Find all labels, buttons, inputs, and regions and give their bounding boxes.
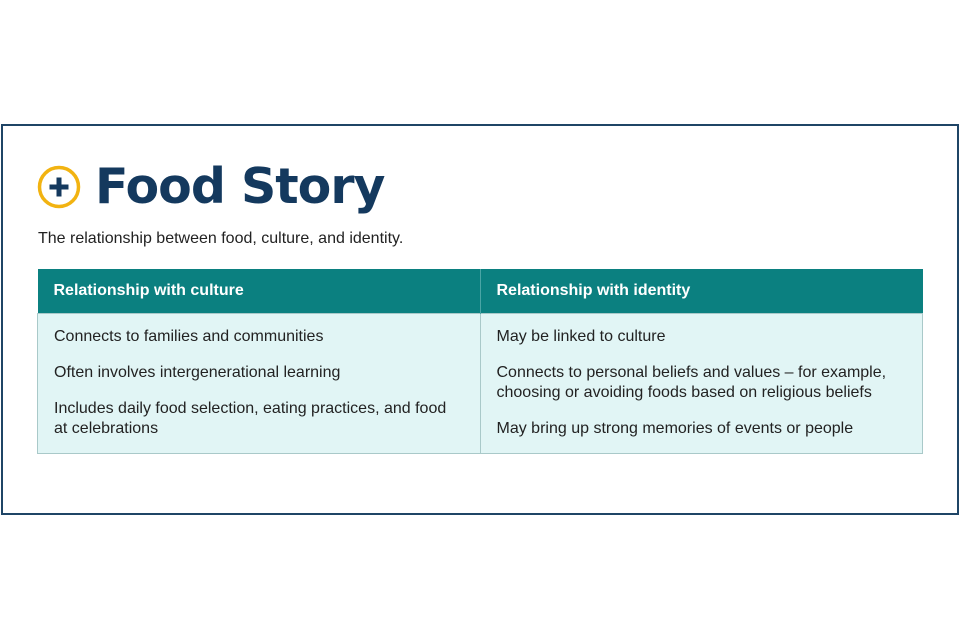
list-item: Connects to families and communities <box>54 328 324 345</box>
relationship-table <box>37 269 923 454</box>
list-item: Often involves intergenerational learning <box>54 364 341 381</box>
list-item: Includes daily food selection, eating practices, and food at celebrations <box>54 400 447 437</box>
column-header-identity: Relationship with identity <box>480 269 923 314</box>
table-row <box>38 314 923 454</box>
list-item: May be linked to culture <box>496 328 666 345</box>
list-item: Connects to personal beliefs and values – for example, choosing or avoiding foods based on religious beliefs <box>496 364 887 401</box>
page-subtitle: The relationship between food, culture, and identity. <box>38 230 404 247</box>
column-header-culture: Relationship with culture <box>38 269 481 314</box>
culture-cell <box>38 314 481 454</box>
food-story-card <box>1 124 959 515</box>
table-header-row <box>38 269 923 314</box>
page-title: Food Story <box>95 158 385 215</box>
heading <box>37 158 385 215</box>
identity-cell <box>480 314 923 454</box>
list-item: May bring up strong memories of events or people <box>496 420 854 437</box>
plus-circle-icon <box>37 165 81 209</box>
